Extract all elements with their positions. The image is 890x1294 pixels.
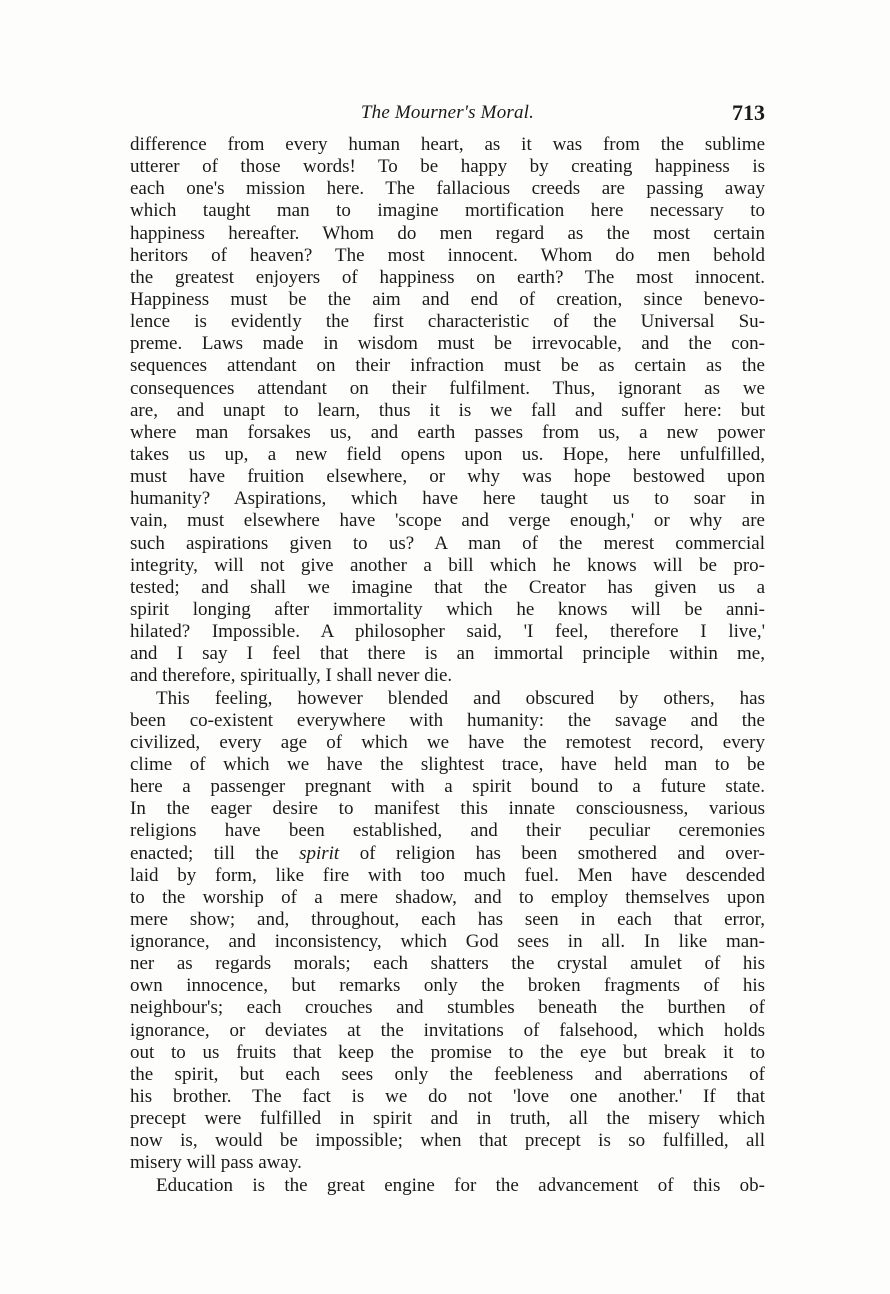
text-line: precept were fulfilled in spirit and in truth, all the misery which <box>130 1108 765 1130</box>
text-line: each one's mission here. The fallacious creeds are passing away <box>130 178 765 200</box>
text-line: Education is the great engine for the advancement of this ob- <box>156 1174 765 1196</box>
text-line <box>130 843 765 865</box>
text-line: where man forsakes us, and earth passes from us, a new power <box>130 421 765 443</box>
paragraph <box>130 1175 765 1197</box>
text-line: misery will pass away. <box>130 1152 302 1174</box>
text-line: out to us fruits that keep the promise to the eye but break it to <box>130 1041 765 1063</box>
text-line: mere show; and, throughout, each has seen in each that error, <box>130 908 765 930</box>
text-line: spirit longing after immortality which he knows will be anni- <box>130 598 765 620</box>
text-line: are, and unapt to learn, thus it is we fall and suffer here: but <box>130 399 765 421</box>
text-line: now is, would be impossible; when that precept is so fulfilled, all <box>130 1130 765 1152</box>
paragraph <box>130 688 765 1175</box>
text-line: ner as regards morals; each shatters the crystal amulet of his <box>130 953 765 975</box>
text-line: laid by form, like fire with too much fuel. Men have descended <box>130 864 765 886</box>
text-line: ignorance, or deviates at the invitations of falsehood, which holds <box>130 1019 765 1041</box>
text-line: hilated? Impossible. A philosopher said, 'I feel, therefore I live,' <box>130 621 765 643</box>
text-line: Happiness must be the aim and end of creation, since benevo- <box>130 288 765 310</box>
text-line: humanity? Aspirations, which have here taught us to soar in <box>130 488 765 510</box>
text-line: lence is evidently the first characteristic of the Universal Su- <box>130 311 765 333</box>
text-line: difference from every human heart, as it was from the sublime <box>130 134 765 155</box>
text-line: preme. Laws made in wisdom must be irrevocable, and the con- <box>130 333 765 355</box>
text-line: his brother. The fact is we do not 'love one another.' If that <box>130 1086 765 1108</box>
text-line: been co-existent everywhere with humanity: the savage and the <box>130 709 765 731</box>
text-line: ignorance, and inconsistency, which God sees in all. In like man- <box>130 931 765 953</box>
text-line: happiness hereafter. Whom do men regard as the most certain <box>130 222 765 244</box>
text-line: consequences attendant on their fulfilment. Thus, ignorant as we <box>130 377 765 399</box>
text-line: sequences attendant on their infraction must be as certain as the <box>130 355 765 377</box>
body-text <box>130 134 765 1197</box>
text-line: clime of which we have the slightest trace, have held man to be <box>130 753 765 775</box>
text-line: the greatest enjoyers of happiness on earth? The most innocent. <box>130 266 765 288</box>
text-line: must have fruition elsewhere, or why was hope bestowed upon <box>130 466 765 488</box>
text-line: own innocence, but remarks only the broken fragments of his <box>130 975 765 997</box>
text-segment: of religion has been smothered and over- <box>359 842 765 864</box>
text-line: which taught man to imagine mortification here necessary to <box>130 200 765 222</box>
text-line: integrity, will not give another a bill which he knows will be pro- <box>130 554 765 576</box>
paragraph <box>130 134 765 688</box>
text-line: vain, must elsewhere have 'scope and verge enough,' or why are <box>130 510 765 532</box>
text-line: such aspirations given to us? A man of the merest commercial <box>130 532 765 554</box>
text-line: In the eager desire to manifest this innate consciousness, various <box>130 798 765 820</box>
text-line: utterer of those words! To be happy by creating happiness is <box>130 156 765 178</box>
text-line: and therefore, spiritually, I shall never die. <box>130 665 453 687</box>
running-head <box>130 102 765 132</box>
text-line: and I say I feel that there is an immortal principle within me, <box>130 643 765 665</box>
text-line: the spirit, but each sees only the feebleness and aberrations of <box>130 1063 765 1085</box>
text-line: neighbour's; each crouches and stumbles beneath the burthen of <box>130 997 765 1019</box>
running-title: The Mourner's Moral. <box>360 102 535 123</box>
text-line: religions have been established, and their peculiar ceremonies <box>130 820 765 842</box>
emphasized-word: spirit <box>299 842 340 864</box>
text-line: takes us up, a new field opens upon us. Hope, here unfulfilled, <box>130 443 765 465</box>
text-segment: enacted; till the <box>130 842 279 864</box>
text-line: civilized, every age of which we have the remotest record, every <box>130 731 765 753</box>
text-line: heritors of heaven? The most innocent. Whom do men behold <box>130 244 765 266</box>
page-number: 713 <box>732 100 765 125</box>
text-line: This feeling, however blended and obscured by others, has <box>156 687 765 709</box>
text-line: to the worship of a mere shadow, and to employ themselves upon <box>130 886 765 908</box>
text-line: tested; and shall we imagine that the Creator has given us a <box>130 576 765 598</box>
text-line: here a passenger pregnant with a spirit bound to a future state. <box>130 776 765 798</box>
